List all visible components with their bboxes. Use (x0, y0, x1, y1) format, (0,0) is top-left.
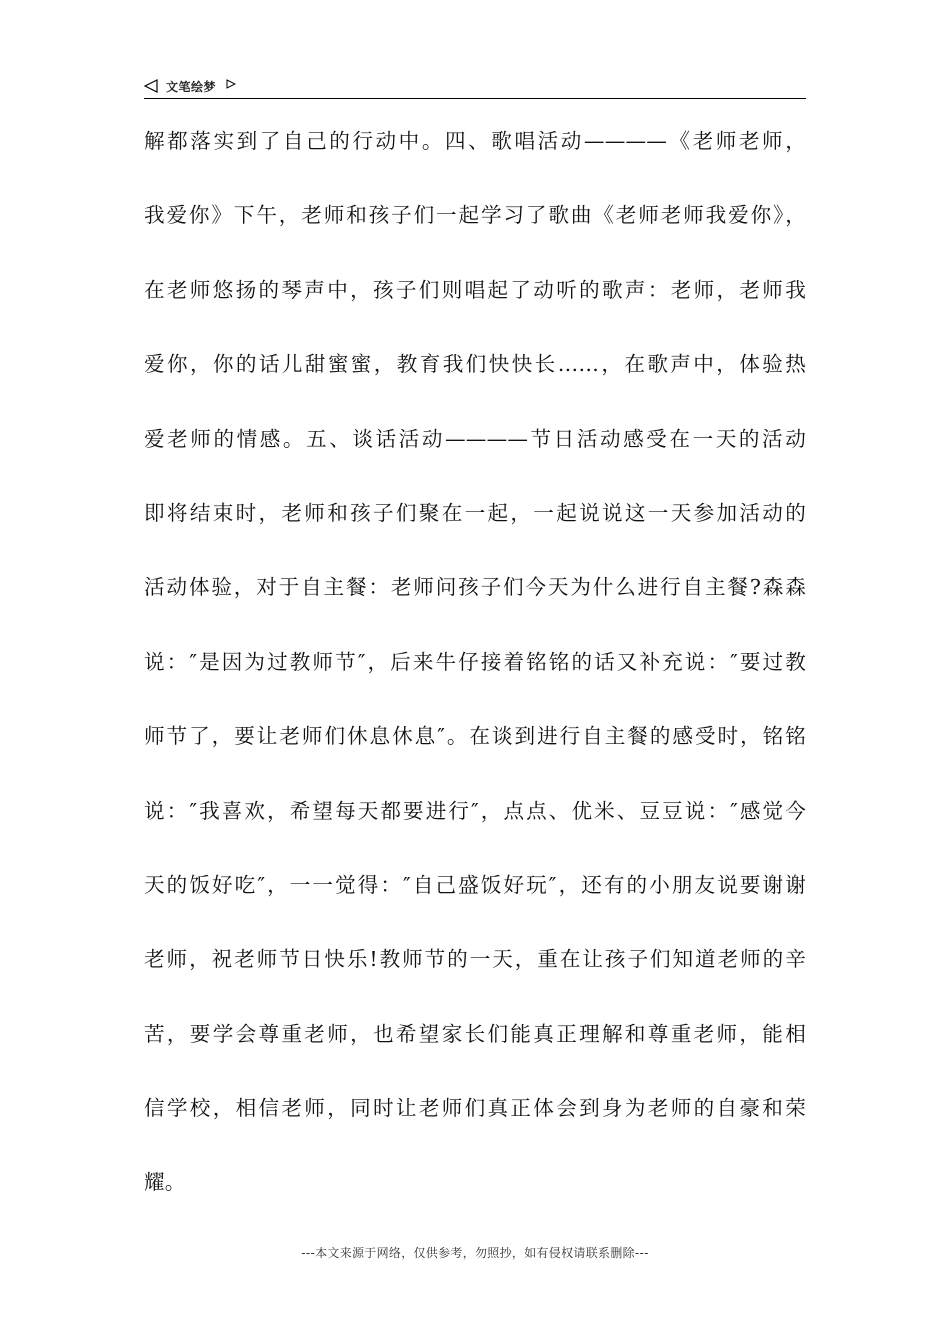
text-line: 老师，祝老师节日快乐!教师节的一天，重在让孩子们知道老师的辛 (144, 947, 806, 972)
document-body (144, 116, 806, 1232)
text-line: 爱老师的情感。五、谈话活动————节日活动感受在一天的活动 (144, 426, 806, 451)
text-line: 爱你，你的话儿甜蜜蜜，教育我们快快长……，在歌声中，体验热 (144, 352, 806, 377)
text-line: 师节了，要让老师们休息休息″。在谈到进行自主餐的感受时，铭铭 (144, 724, 806, 749)
text-line: 我爱你》下午，老师和孩子们一起学习了歌曲《老师老师我爱你》， (144, 203, 806, 228)
text-line: 天的饭好吃″，一一觉得：″自己盛饭好玩″，还有的小朋友说要谢谢 (144, 872, 806, 897)
text-line: 信学校，相信老师，同时让老师们真正体会到身为老师的自豪和荣 (144, 1096, 806, 1121)
text-line: 苦，要学会尊重老师，也希望家长们能真正理解和尊重老师，能相 (144, 1021, 806, 1046)
text-line: 耀。 (144, 1170, 186, 1195)
footer-notice: ---本文来源于网络，仅供参考，勿照抄，如有侵权请联系删除--- (301, 1246, 649, 1260)
text-line: 活动体验，对于自主餐：老师问孩子们今天为什么进行自主餐?森森 (144, 575, 806, 600)
text-line: 在老师悠扬的琴声中，孩子们则唱起了动听的歌声：老师，老师我 (144, 277, 806, 302)
text-line: 即将结束时，老师和孩子们聚在一起，一起说说这一天参加活动的 (144, 500, 806, 525)
page-header (144, 74, 806, 99)
text-line: 说：″是因为过教师节″，后来牛仔接着铭铭的话又补充说：″要过教 (144, 649, 806, 674)
text-line: 说：″我喜欢，希望每天都要进行″，点点、优米、豆豆说：″感觉今 (144, 798, 806, 823)
text-line: 解都落实到了自己的行动中。四、歌唱活动————《老师老师， (144, 129, 806, 153)
triangle-left-icon (144, 79, 158, 93)
triangle-right-icon (226, 79, 236, 89)
header-brand: 文笔绘梦 (166, 79, 217, 94)
